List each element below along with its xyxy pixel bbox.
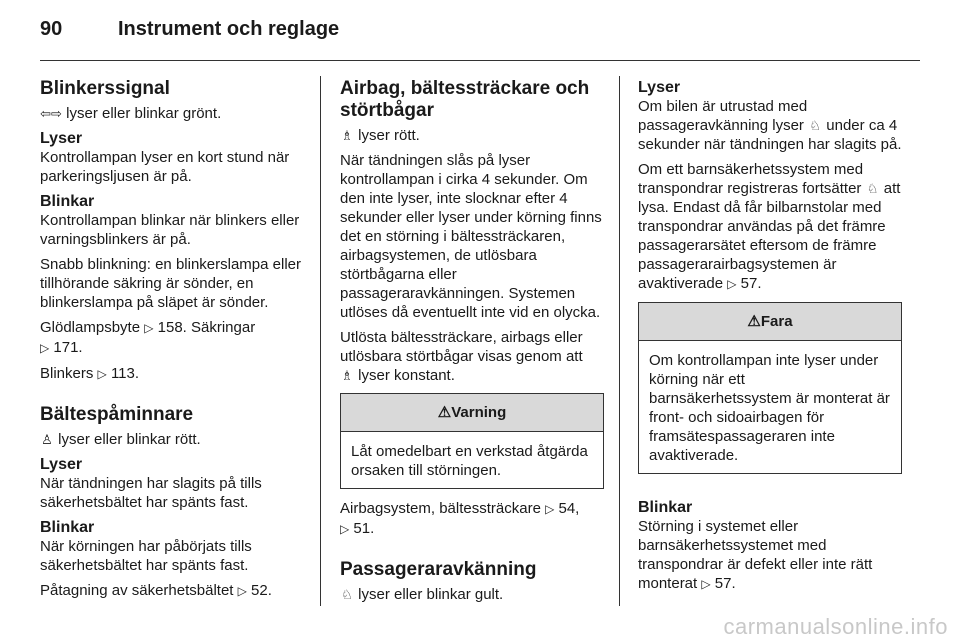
passenger-airbag-off-icon: ♘ [341, 587, 353, 602]
page-ref-link[interactable]: 51. [353, 520, 375, 537]
page-ref-icon[interactable]: ▷ [340, 522, 350, 536]
header-rule [40, 60, 920, 61]
paragraph: Utlösta bältessträckare, airbags eller utlösbara störtbågar visas genom att ♗ lyser konstant. [340, 329, 583, 384]
page-ref-icon[interactable]: ▷ [237, 584, 247, 598]
paragraph: När tändningen har slagits på tills säkerhetsbältet har spänts fast. [40, 475, 262, 511]
page-ref-link[interactable]: 52. [251, 582, 272, 599]
reference-paragraph: Airbagsystem, bältessträckare ▷ 54, ▷ 51. [340, 500, 580, 537]
paragraph: Om ett barnsäkerhetssystem med transpondrar registreras fortsätter ♘ att lysa. Endast då får bilbarnstolar med transpondrar användas på det främre passagerarsätet eftersom de främre passagerarairbagsystemen är avaktiverade ▷ 57. [638, 161, 901, 292]
page-ref-link[interactable]: 54, [558, 500, 580, 517]
reference-paragraph: Påtagning av säkerhetsbältet ▷ 52. [40, 582, 272, 599]
warning-box-body: Låt omedelbart en verkstad åtgärda orsaken till störningen. [351, 443, 588, 479]
page-ref-icon[interactable]: ▷ [40, 341, 50, 355]
subheading-blinkar: Blinkar [40, 193, 95, 210]
airbag-icon: ♗ [341, 368, 353, 383]
column-2: Airbag, bältessträckare och störtbågar ♗ lyser rött. När tändningen slås på lyser kontrollampan i cirka 4 sekunder. Om den inte lyser, inte slocknar efter 4 sekunder eller lyser under körning finns det en störning i bältessträckaren, airbagsystemen, de utlösbara störtbågarna eller passageraravkänningen. Systemen utlöses då eventuellt inte vid en olycka. Utlösta bältessträckare, airbags eller utlösbara störtbågar visas genom att ♗ lyser konstant. ⚠Varning Låt omedelbart en verkstad åtgärda orsaken till störningen. Airbagsystem, bältessträckare ▷ 54, ▷ 51. Passageraravkänning ♘ lyser eller blinkar gult. [340, 78, 604, 610]
reference-paragraph: Glödlampsbyte ▷ 158. Säkringar ▷ 171. [40, 319, 256, 356]
paragraph: Kontrollampan blinkar när blinkers eller varningsblinkers är på. [40, 212, 300, 248]
section-title-airbag: Airbag, bältessträckare och störtbågar [340, 78, 590, 121]
paragraph: Kontrollampan lyser en kort stund när parkeringsljusen är på. [40, 149, 290, 185]
section-title-baltespaminnare: Bältespåminnare [40, 404, 194, 425]
passenger-airbag-off-icon: ♘ [866, 181, 879, 196]
page-ref-icon[interactable]: ▷ [144, 321, 154, 335]
column-divider [320, 76, 321, 606]
paragraph: När körningen har påbörjats tills säkerhetsbältet har spänts fast. [40, 538, 252, 574]
page-title: Instrument och reglage [118, 18, 340, 40]
paragraph: Om bilen är utrustad med passageravkänning lyser ♘ under ca 4 sekunder när tändningen har slagits på. [638, 98, 902, 153]
reference-paragraph: Blinkers ▷ 113. [40, 365, 140, 382]
page-ref-icon[interactable]: ▷ [701, 577, 711, 591]
section-title-blinkerssignal: Blinkerssignal [40, 78, 170, 99]
paragraph: Störning i systemet eller barnsäkerhetssystemet med transpondrar är defekt eller inte rätt monterat ▷ 57. [638, 518, 873, 592]
turn-signal-icon: ⇦⇨ [40, 106, 62, 121]
page-ref-icon[interactable]: ▷ [727, 277, 737, 291]
danger-box-header: ⚠Fara [639, 303, 901, 341]
page-ref-link[interactable]: 113. [110, 365, 140, 382]
page-header [40, 18, 339, 48]
page-ref-icon[interactable]: ▷ [97, 367, 107, 381]
warning-box-header: ⚠Varning [341, 394, 603, 432]
page-number: 90 [40, 18, 63, 40]
subheading-lyser: Lyser [40, 130, 83, 147]
subheading-lyser: Lyser [40, 456, 83, 473]
seatbelt-icon: ♙ [41, 432, 53, 447]
paragraph: Snabb blinkning: en blinkerslampa eller tillhörande säkring är sönder, en blinkerslampa på släpet är sönder. [40, 256, 301, 311]
page-ref-link[interactable]: 57. [740, 275, 762, 292]
subheading-blinkar: Blinkar [638, 499, 693, 516]
warning-triangle-icon: ⚠ [437, 404, 452, 421]
column-divider [619, 76, 620, 606]
paragraph: När tändningen slås på lyser kontrollampan i cirka 4 sekunder. Om den inte lyser, inte slocknar efter 4 sekunder eller lyser under körning finns det en störning i bältessträckaren, airbagsystemen, de utlösbara störtbågarna eller passageraravkänningen. Systemen utlöses då eventuellt inte vid en olycka. [340, 152, 602, 321]
danger-box-body: Om kontrollampan inte lyser under körning när ett barnsäkerhetssystem är monterat är front- och sidoairbagen för framsätespassageraren inte avaktiverade. [649, 352, 890, 464]
column-3 [638, 78, 902, 600]
page-ref-icon[interactable]: ▷ [545, 502, 555, 516]
page-ref-link[interactable]: 158. Säkringar [157, 319, 256, 336]
watermark: carmanualsonline.info [723, 614, 948, 639]
danger-box [638, 302, 902, 474]
column-1: Blinkerssignal ⇦⇨ lyser eller blinkar grönt. Lyser Kontrollampan lyser en kort stund när parkeringsljusen är på. Blinkar Kontrollampan blinkar när blinkers eller varningsblinkers är på. Snabb blinkning: en blinkerslampa eller tillhörande säkring är sönder, en blinkerslampa på släpet är sönder. Glödlampsbyte ▷ 158. Säkringar ▷ 171. Blinkers ▷ 113. Bältespåminnare ♙ lyser eller blinkar rött. Lyser När tändningen har slagits på tills säkerhetsbältet har spänts fast. Blinkar När körningen har påbörjats tills säkerhetsbältet har spänts fast. Påtagning av säkerhetsbältet ▷ 52. [40, 78, 306, 607]
subheading-lyser: Lyser [638, 79, 681, 96]
warning-triangle-icon: ⚠ [747, 313, 761, 330]
section-title-passageraravkanning: Passageraravkänning [340, 559, 537, 580]
warning-box [340, 393, 604, 489]
passenger-airbag-off-icon: ♘ [809, 118, 821, 133]
page-ref-link[interactable]: 57. [714, 575, 736, 592]
subheading-blinkar: Blinkar [40, 519, 95, 536]
page-ref-link[interactable]: 171. [53, 339, 83, 356]
airbag-icon: ♗ [341, 128, 353, 143]
